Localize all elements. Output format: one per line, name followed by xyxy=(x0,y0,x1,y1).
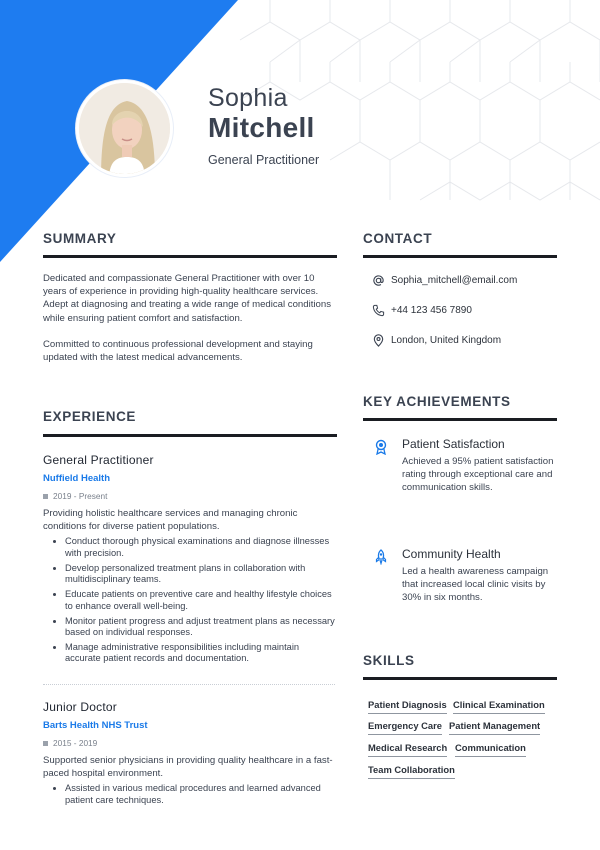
achievement-body xyxy=(402,437,554,494)
contact-phone xyxy=(371,303,472,317)
skill-tag: Medical Research xyxy=(368,742,447,757)
experience-dates xyxy=(43,491,335,501)
skills-rule xyxy=(363,677,557,680)
summary-text xyxy=(43,272,335,364)
experience-divider xyxy=(43,684,335,685)
location-pin-icon xyxy=(371,333,385,347)
skills-heading: SKILLS xyxy=(363,653,415,668)
phone-icon xyxy=(371,303,385,317)
achievement-item xyxy=(373,437,563,494)
rocket-icon xyxy=(373,549,389,565)
experience-bullet: Develop personalized treatment plans in collaboration with multidisciplinary teams. xyxy=(65,563,335,586)
calendar-square-icon xyxy=(43,494,48,499)
achievements-rule xyxy=(363,418,557,421)
skill-tag: Communication xyxy=(455,742,526,757)
experience-company: Barts Health NHS Trust xyxy=(43,720,148,731)
summary-paragraph: Dedicated and compassionate General Practitioner with over 10 years of experience in providing high-quality healthcare services. Adept at diagnosing and treating a wide range of medical conditions while ensuring patient comfort and satisfaction. xyxy=(43,273,332,324)
experience-description: Supported senior physicians in providing quality healthcare in a fast-paced hospital environment. xyxy=(43,755,333,780)
experience-bullets xyxy=(43,536,335,664)
contact-location xyxy=(371,333,501,347)
achievement-body xyxy=(402,547,554,604)
experience-bullet: Educate patients on preventive care and healthy lifestyle choices to enhance overall well-being. xyxy=(65,589,335,612)
contact-phone-text[interactable]: +44 123 456 7890 xyxy=(391,304,472,316)
profile-photo xyxy=(76,80,173,177)
at-icon xyxy=(371,273,385,287)
experience-dates xyxy=(43,738,335,748)
achievement-title: Patient Satisfaction xyxy=(402,437,505,451)
calendar-square-icon xyxy=(43,741,48,746)
experience-entry xyxy=(43,700,335,810)
award-ribbon-icon xyxy=(373,439,389,455)
skill-tag: Team Collaboration xyxy=(368,764,455,779)
experience-company: Nuffield Health xyxy=(43,473,111,484)
achievements-heading: KEY ACHIEVEMENTS xyxy=(363,394,511,409)
experience-entry xyxy=(43,453,335,668)
experience-dates-text: 2015 - 2019 xyxy=(53,738,98,748)
skill-tag: Clinical Examination xyxy=(453,699,545,714)
experience-bullets xyxy=(43,783,335,806)
experience-heading: EXPERIENCE xyxy=(43,409,137,424)
first-name: Sophia xyxy=(208,84,288,112)
experience-bullet: Manage administrative responsibilities including maintain accurate patient records and documentation. xyxy=(65,642,335,665)
contact-rule xyxy=(363,255,557,258)
experience-bullet: Assisted in various medical procedures and learned advanced patient care techniques. xyxy=(65,783,335,806)
contact-email-text[interactable]: Sophia_mitchell@email.com xyxy=(391,274,518,286)
contact-location-text: London, United Kingdom xyxy=(391,334,502,346)
name-block xyxy=(208,84,319,167)
summary-heading: SUMMARY xyxy=(43,231,117,246)
skill-tag: Patient Diagnosis xyxy=(368,699,447,714)
skill-tag: Emergency Care xyxy=(368,720,442,735)
contact-heading: CONTACT xyxy=(363,231,433,246)
experience-title: Junior Doctor xyxy=(43,700,117,714)
achievement-item xyxy=(373,547,563,604)
achievement-description: Achieved a 95% patient satisfaction rating through exceptional care and communication skills. xyxy=(402,456,554,493)
experience-rule xyxy=(43,434,337,437)
achievement-description: Led a health awareness campaign that increased local clinic visits by 30% in six months. xyxy=(402,566,549,603)
experience-bullet: Monitor patient progress and adjust treatment plans as necessary based on individual responses. xyxy=(65,615,335,638)
experience-title: General Practitioner xyxy=(43,453,154,467)
experience-dates-text: 2019 - Present xyxy=(53,491,108,501)
skill-tag: Patient Management xyxy=(449,720,540,735)
contact-email xyxy=(371,273,517,287)
summary-paragraph: Committed to continuous professional development and staying updated with the latest medical advancements. xyxy=(43,338,313,364)
experience-bullet: Conduct thorough physical examinations and diagnose illnesses with precision. xyxy=(65,536,335,559)
achievement-title: Community Health xyxy=(402,547,501,561)
last-name: Mitchell xyxy=(208,112,315,143)
experience-description: Providing holistic healthcare services and managing chronic conditions for diverse patient populations. xyxy=(43,508,298,533)
job-title: General Practitioner xyxy=(208,153,320,167)
